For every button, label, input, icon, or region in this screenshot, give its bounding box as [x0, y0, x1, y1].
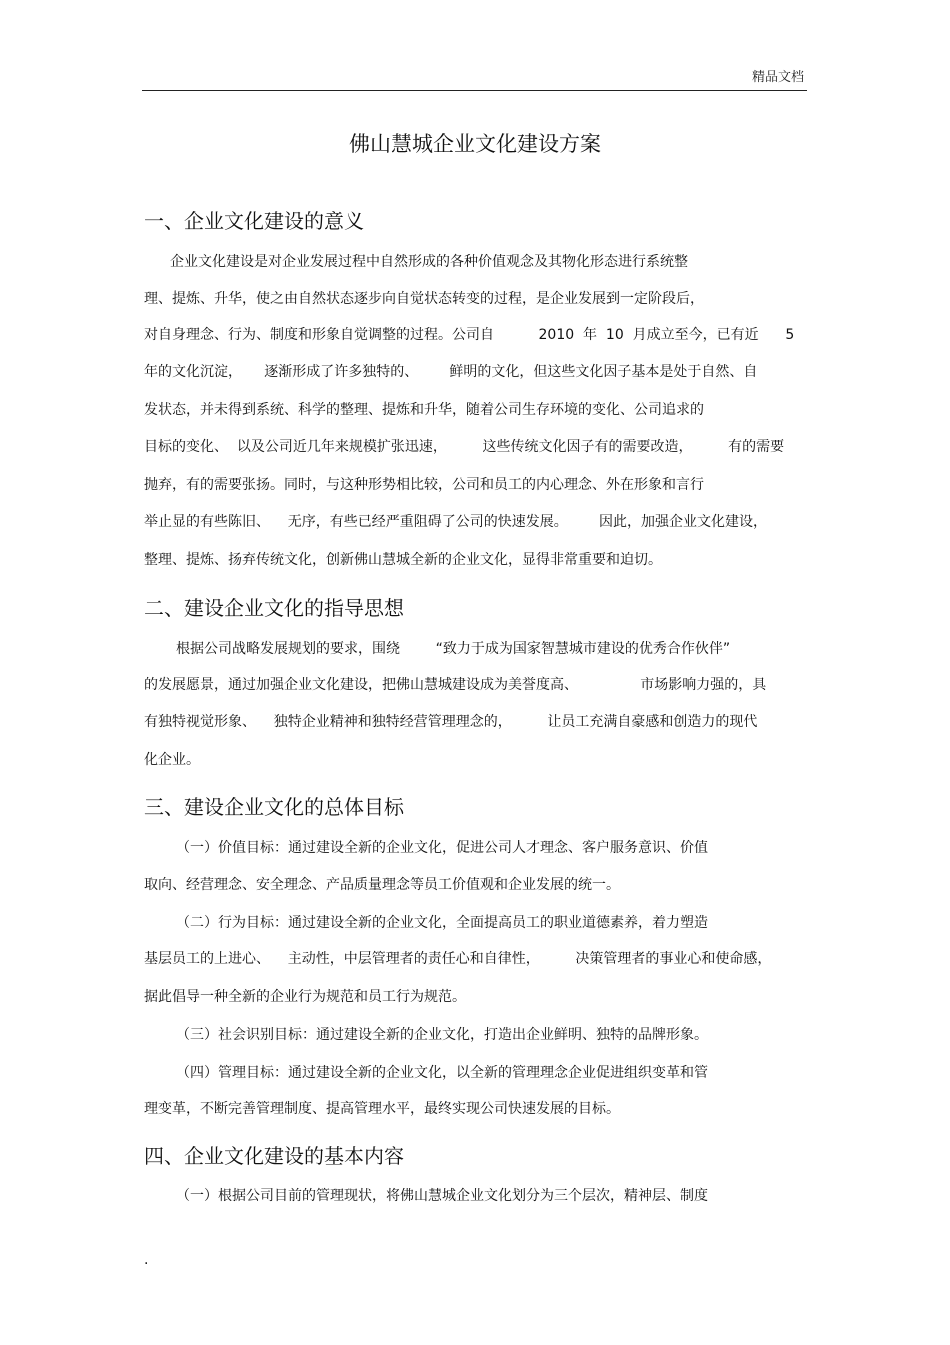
section-1-heading: 一、企业文化建设的意义: [144, 209, 364, 233]
section-1-line-9: 整理、提炼、扬弃传统文化，创新佛山慧城全新的企业文化，显得非常重要和迫切。: [144, 552, 662, 568]
section-3-heading: 三、建设企业文化的总体目标: [144, 795, 404, 819]
header-label: 精品文档: [752, 70, 805, 85]
section-2-line-2: 的发展愿景，通过加强企业文化建设，把佛山慧城建设成为美誉度高、 市场影响力强的，具: [144, 677, 767, 693]
section-3-line-1: （一）价值目标：通过建设全新的企业文化，促进公司人才理念、客户服务意识、价值: [176, 840, 708, 856]
section-3-line-6: （三）社会识别目标：通过建设全新的企业文化，打造出企业鲜明、独特的品牌形象。: [176, 1027, 708, 1043]
section-1-line-2: 理、提炼、升华，使之由自然状态逐步向自觉状态转变的过程，是企业发展到一定阶段后，: [144, 291, 704, 307]
section-2-line-1: 根据公司战略发展规划的要求，围绕 “致力于成为国家智慧城市建设的优秀合作伙伴”: [176, 641, 731, 657]
section-1-line-7: 抛弃，有的需要张扬。同时，与这种形势相比较，公司和员工的内心理念、外在形象和言行: [144, 477, 704, 493]
section-1-line-4: 年的文化沉淀， 逐渐形成了许多独特的、 鲜明的文化，但这些文化因子基本是处于自然、自: [144, 364, 758, 380]
document-title: 佛山慧城企业文化建设方案: [349, 132, 601, 156]
section-3-line-3: （二）行为目标：通过建设全新的企业文化，全面提高员工的职业道德素养，着力塑造: [176, 915, 708, 931]
section-3-line-8: 理变革，不断完善管理制度、提高管理水平，最终实现公司快速发展的目标。: [144, 1101, 620, 1117]
section-3-line-5: 据此倡导一种全新的企业行为规范和员工行为规范。: [144, 989, 466, 1005]
section-2-line-3: 有独特视觉形象、 独特企业精神和独特经营管理理念的， 让员工充满自豪感和创造力的现代: [144, 714, 758, 730]
section-2-line-4: 化企业。: [144, 752, 200, 768]
section-1-line-5: 发状态，并未得到系统、科学的整理、提炼和升华，随着公司生存环境的变化、公司追求的: [144, 402, 704, 418]
section-1-line-3: 对自身理念、行为、制度和形象自觉调整的过程。公司自 2010 年 10 月成立至今，已有近 5: [144, 327, 795, 343]
section-4-line-1: （一）根据公司目前的管理现状，将佛山慧城企业文化划分为三个层次，精神层、制度: [176, 1188, 708, 1204]
section-3-line-2: 取向、经营理念、安全理念、产品质量理念等员工价值观和企业发展的统一。: [144, 877, 620, 893]
section-1-line-6: 目标的变化、 以及公司近几年来规模扩张迅速， 这些传统文化因子有的需要改造， 有的需要: [144, 439, 785, 455]
section-2-heading: 二、建设企业文化的指导思想: [144, 596, 404, 620]
section-3-line-4: 基层员工的上进心、 主动性，中层管理者的责任心和自律性， 决策管理者的事业心和使命感，: [144, 951, 772, 967]
section-3-line-7: （四）管理目标：通过建设全新的企业文化，以全新的管理理念企业促进组织变革和管: [176, 1065, 708, 1081]
section-1-line-1: 企业文化建设是对企业发展过程中自然形成的各种价值观念及其物化形态进行系统整: [170, 254, 688, 270]
footer-mark: .: [144, 1252, 149, 1268]
header-rule: [142, 90, 807, 91]
section-1-line-8: 举止显的有些陈旧、 无序，有些已经严重阻碍了公司的快速发展。 因此，加强企业文化建设，: [144, 514, 767, 530]
section-4-heading: 四、企业文化建设的基本内容: [144, 1144, 404, 1168]
